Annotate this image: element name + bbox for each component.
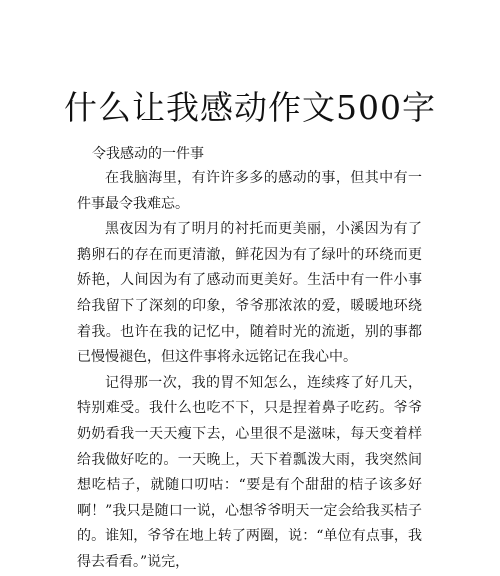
paragraph: 记得那一次，我的胃不知怎么，连续疼了好几天，特别难受。我什么也吃不下，只是捏着鼻子吃药。爷爷奶奶看我一天天瘦下去，心里很不是滋味，每天变着样给我做好吃的。一天晚上，天下着瓢泼大雨，我突然间想吃桔子，就随口叨咕：“要是有个甜甜的桔子该多好啊！”我只是随口一说，心想爷爷明天一定会给我买桔子的。谁知，爷爷在地上转了两圈，说：“单位有点事，我得去看看。”说完， [77, 374, 422, 570]
paragraph: 在我脑海里，有许许多多的感动的事，但其中有一件事最令我难忘。 [77, 170, 422, 212]
paragraph: 黑夜因为有了明月的衬托而更美丽，小溪因为有了鹅卵石的存在而更清澈，鲜花因为有了绿叶的环绕而更娇艳，人间因为有了感动而更美好。生活中有一件小事给我留下了深刻的印象，爷爷那浓浓的爱，暖暖地环绕着我。也许在我的记忆中，随着时光的流逝，别的事都已慢慢褪色，但这件事将永远铭记在我心中。 [77, 221, 422, 366]
document-title: 什么让我感动作文500字 [64, 88, 436, 127]
document-subtitle: 令我感动的一件事 [92, 146, 204, 162]
document-body [77, 166, 422, 576]
